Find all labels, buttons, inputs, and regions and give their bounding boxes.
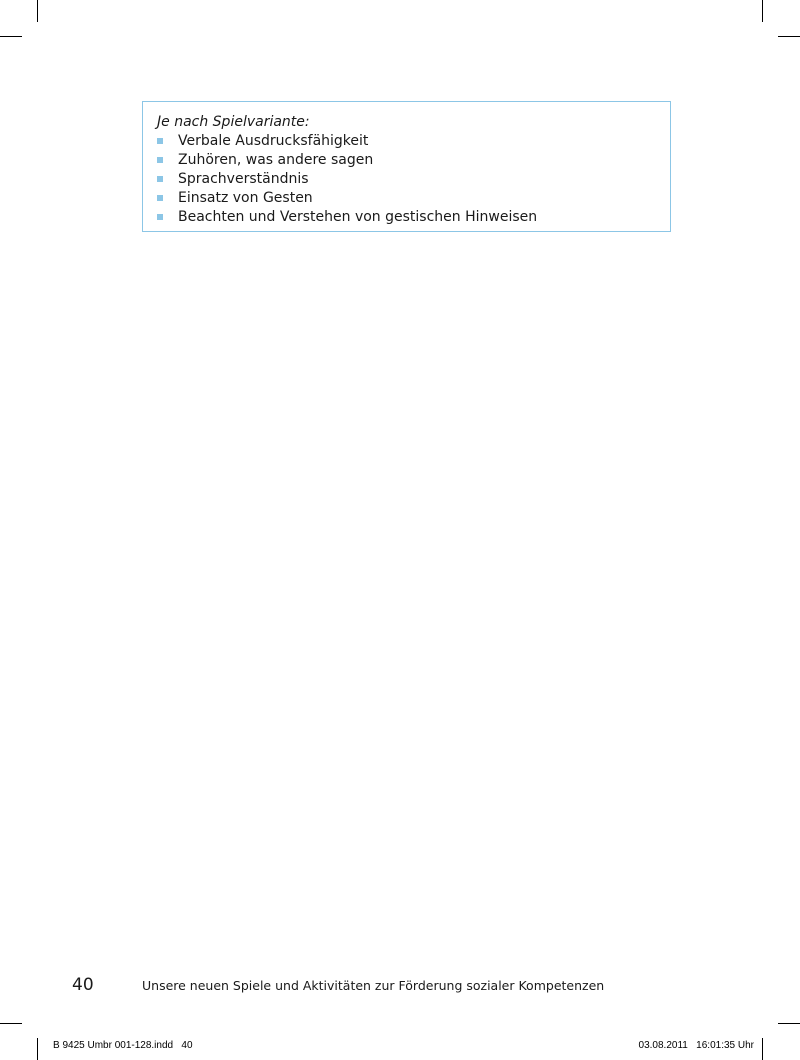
square-bullet-icon	[157, 157, 163, 163]
list-item-text: Beachten und Verstehen von gestischen Hinweisen	[178, 209, 538, 225]
info-box-heading: Je nach Spielvariante:	[157, 114, 310, 130]
list-item-text: Sprachverständnis	[178, 171, 309, 187]
list-item-text: Verbale Ausdrucksfähigkeit	[178, 133, 369, 149]
square-bullet-icon	[157, 195, 163, 201]
list-item	[157, 189, 656, 208]
list-item-text: Einsatz von Gesten	[178, 190, 313, 206]
crop-mark-top-right-horizontal	[778, 36, 800, 37]
list-item	[157, 132, 656, 151]
list-item	[157, 170, 656, 189]
list-item	[157, 208, 656, 227]
crop-mark-bottom-left-horizontal	[0, 1023, 22, 1024]
slug-file-info: B 9425 Umbr 001-128.indd 40	[53, 1040, 193, 1051]
square-bullet-icon	[157, 176, 163, 182]
skills-list	[157, 132, 656, 227]
list-item-text: Zuhören, was andere sagen	[178, 152, 374, 168]
square-bullet-icon	[157, 214, 163, 220]
crop-mark-top-right-vertical	[762, 0, 763, 22]
crop-mark-bottom-left-vertical	[37, 1038, 38, 1060]
skills-info-box	[142, 101, 671, 232]
crop-mark-top-left-horizontal	[0, 36, 22, 37]
square-bullet-icon	[157, 138, 163, 144]
slug-timestamp: 03.08.2011 16:01:35 Uhr	[638, 1040, 754, 1051]
running-footer-title: Unsere neuen Spiele und Aktivitäten zur Förderung sozialer Kompetenzen	[142, 978, 605, 993]
page-number: 40	[72, 975, 94, 995]
crop-mark-bottom-right-vertical	[762, 1038, 763, 1060]
crop-mark-bottom-right-horizontal	[778, 1023, 800, 1024]
list-item	[157, 151, 656, 170]
crop-mark-top-left-vertical	[37, 0, 38, 22]
